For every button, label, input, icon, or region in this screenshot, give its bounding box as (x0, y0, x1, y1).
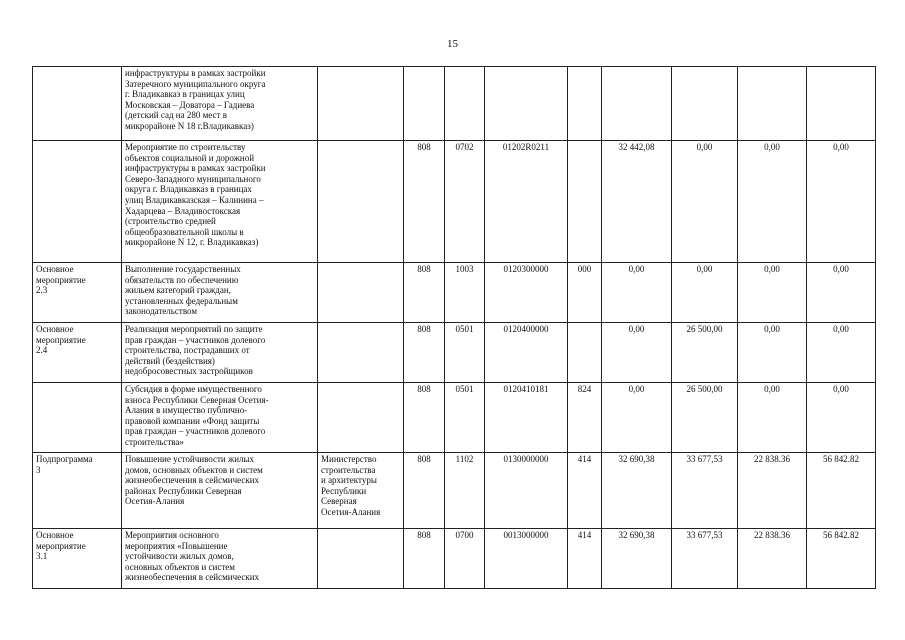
section-cell: 1003 (445, 263, 485, 323)
section-cell: 0501 (445, 383, 485, 453)
table-row (33, 529, 876, 589)
section-cell: 0700 (445, 529, 485, 589)
year2-cell: 26 500,00 (672, 323, 738, 383)
grbs-cell: 808 (404, 383, 445, 453)
year3-cell: 0,00 (738, 263, 807, 323)
status-cell: Основное мероприятие 3.1 (33, 529, 122, 589)
name-cell: инфраструктуры в рамках застройки Затеречного муниципального округа г. Владикавказ в границах улиц Московская – Доватора – Гадиева (детский сад на 280 мест в микрорайоне N 18 г.Владикавказ) (122, 67, 318, 141)
year1-cell: 0,00 (602, 383, 672, 453)
status-cell (33, 383, 122, 453)
expense-type-cell: 414 (568, 529, 602, 589)
status-cell: Основное мероприятие 2.4 (33, 323, 122, 383)
target-article-cell: 0130000000 (485, 453, 568, 529)
year4-cell: 56 842.82 (807, 529, 876, 589)
executor-cell: Министерство строительства и архитектуры Республики Северная Осетия-Алания (318, 453, 404, 529)
executor-cell (318, 383, 404, 453)
expense-type-cell: 000 (568, 263, 602, 323)
year3-cell: 0,00 (738, 383, 807, 453)
executor-cell (318, 67, 404, 141)
table-row (33, 67, 876, 141)
year1-cell: 0,00 (602, 323, 672, 383)
grbs-cell: 808 (404, 263, 445, 323)
year1-cell (602, 67, 672, 141)
status-cell (33, 67, 122, 141)
name-cell: Реализация мероприятий по защите прав граждан – участников долевого строительства, пострадавших от действий (бездействия) недобросовестных застройщиков (122, 323, 318, 383)
status-cell: Основное мероприятие 2.3 (33, 263, 122, 323)
section-cell: 0501 (445, 323, 485, 383)
year2-cell: 0,00 (672, 263, 738, 323)
status-cell (33, 141, 122, 263)
year1-cell: 32 442,08 (602, 141, 672, 263)
executor-cell (318, 323, 404, 383)
expense-type-cell (568, 323, 602, 383)
year1-cell: 32 690,38 (602, 529, 672, 589)
target-article-cell: 0120300000 (485, 263, 568, 323)
year1-cell: 0,00 (602, 263, 672, 323)
name-cell: Выполнение государственных обязательств по обеспечению жильем категорий граждан, установленных федеральным законодательством (122, 263, 318, 323)
page-number: 15 (447, 38, 458, 50)
expense-type-cell (568, 141, 602, 263)
target-article-cell: 01202R0211 (485, 141, 568, 263)
name-cell: Мероприятие по строительству объектов социальной и дорожной инфраструктуры в рамках застройки Северо-Западного муниципального округа г. Владикавказ в границах улиц Владикавказская – Калинина – Хадарцева – Владивостокская (строительство средней общеобразовательной школы в микрорайоне N 12, г. Владикавказ) (122, 141, 318, 263)
grbs-cell (404, 67, 445, 141)
grbs-cell: 808 (404, 141, 445, 263)
name-cell: Повышение устойчивости жилых домов, основных объектов и систем жизнеобеспечения в сейсмических районах Республики Северная Осетия-Алания (122, 453, 318, 529)
table-row (33, 263, 876, 323)
target-article-cell (485, 67, 568, 141)
target-article-cell: 0013000000 (485, 529, 568, 589)
year3-cell: 22 838.36 (738, 529, 807, 589)
year4-cell: 0,00 (807, 323, 876, 383)
executor-cell (318, 141, 404, 263)
year2-cell: 33 677,53 (672, 529, 738, 589)
year3-cell: 0,00 (738, 141, 807, 263)
year2-cell: 33 677,53 (672, 453, 738, 529)
budget-table (32, 66, 876, 589)
year2-cell (672, 67, 738, 141)
table-row (33, 383, 876, 453)
year3-cell: 22 838.36 (738, 453, 807, 529)
target-article-cell: 0120400000 (485, 323, 568, 383)
target-article-cell: 0120410181 (485, 383, 568, 453)
table-row (33, 453, 876, 529)
expense-type-cell: 824 (568, 383, 602, 453)
executor-cell (318, 529, 404, 589)
expense-type-cell (568, 67, 602, 141)
year4-cell: 0,00 (807, 383, 876, 453)
year4-cell: 0,00 (807, 141, 876, 263)
grbs-cell: 808 (404, 453, 445, 529)
section-cell: 0702 (445, 141, 485, 263)
name-cell: Мероприятия основного мероприятия «Повышение устойчивости жилых домов, основных объектов и систем жизнеобеспечения в сейсмических (122, 529, 318, 589)
section-cell: 1102 (445, 453, 485, 529)
table-row (33, 141, 876, 263)
table-row (33, 323, 876, 383)
year4-cell (807, 67, 876, 141)
grbs-cell: 808 (404, 323, 445, 383)
name-cell: Субсидия в форме имущественного взноса Республики Северная Осетия- Алания в имущество публично- правовой компании «Фонд защиты прав граждан – участников долевого строительства» (122, 383, 318, 453)
year3-cell (738, 67, 807, 141)
expense-type-cell: 414 (568, 453, 602, 529)
year4-cell: 56 842.82 (807, 453, 876, 529)
year3-cell: 0,00 (738, 323, 807, 383)
year2-cell: 0,00 (672, 141, 738, 263)
year4-cell: 0,00 (807, 263, 876, 323)
grbs-cell: 808 (404, 529, 445, 589)
executor-cell (318, 263, 404, 323)
status-cell: Подпрограмма 3 (33, 453, 122, 529)
year2-cell: 26 500,00 (672, 383, 738, 453)
year1-cell: 32 690,38 (602, 453, 672, 529)
section-cell (445, 67, 485, 141)
